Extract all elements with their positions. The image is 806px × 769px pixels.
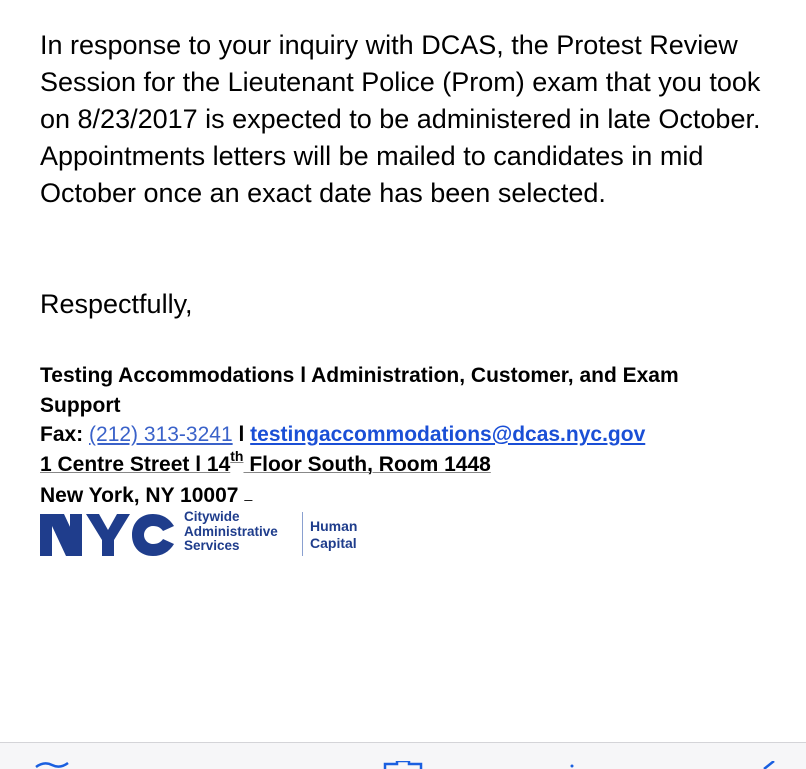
logo-divider [302,512,303,556]
email-signature [40,361,780,511]
fax-label: Fax: [40,423,84,446]
address-city: New York, NY 10007 [40,484,239,507]
signature-unit-line: Testing Accommodations l Administration, Customer, and Exam [40,364,679,387]
dept-line: Human [310,518,358,534]
message-body: In response to your inquiry with DCAS, the Protest Review Session for the Lieutenant Police (Prom) exam that you took on 8/23/2017 is expected to be administered in late October. Appointments letters will be mailed to candidates in mid October once an exact date has been selected. [40,30,761,208]
address-floor-suffix: th [230,447,244,464]
dept-line: Capital [310,535,357,551]
agency-name [184,510,304,554]
fax-number-link[interactable]: (212) 313-3241 [89,423,233,446]
agency-line: Services [184,538,240,553]
address-street[interactable]: 1 Centre Street l 14 [40,452,231,476]
address-floor[interactable]: Floor South, Room 1448 [243,452,491,476]
nyc-dcas-logo [40,510,370,558]
contact-separator: l [238,423,245,446]
signature-contact-row [40,420,780,450]
nyc-logo-icon [40,514,175,556]
department-name [310,518,390,552]
message-closing: Respectfully, [40,289,193,319]
agency-line: Administrative [184,523,278,539]
signature-address-row[interactable] [40,447,780,480]
agency-line: Citywide [184,509,240,524]
bottom-toolbar [0,742,806,769]
email-link[interactable]: testingaccommodations@dcas.nyc.gov [250,423,646,446]
trailing-dash: _ [244,485,253,501]
signature-unit-line-2: Support [40,393,121,417]
signature-city-row [40,479,780,511]
